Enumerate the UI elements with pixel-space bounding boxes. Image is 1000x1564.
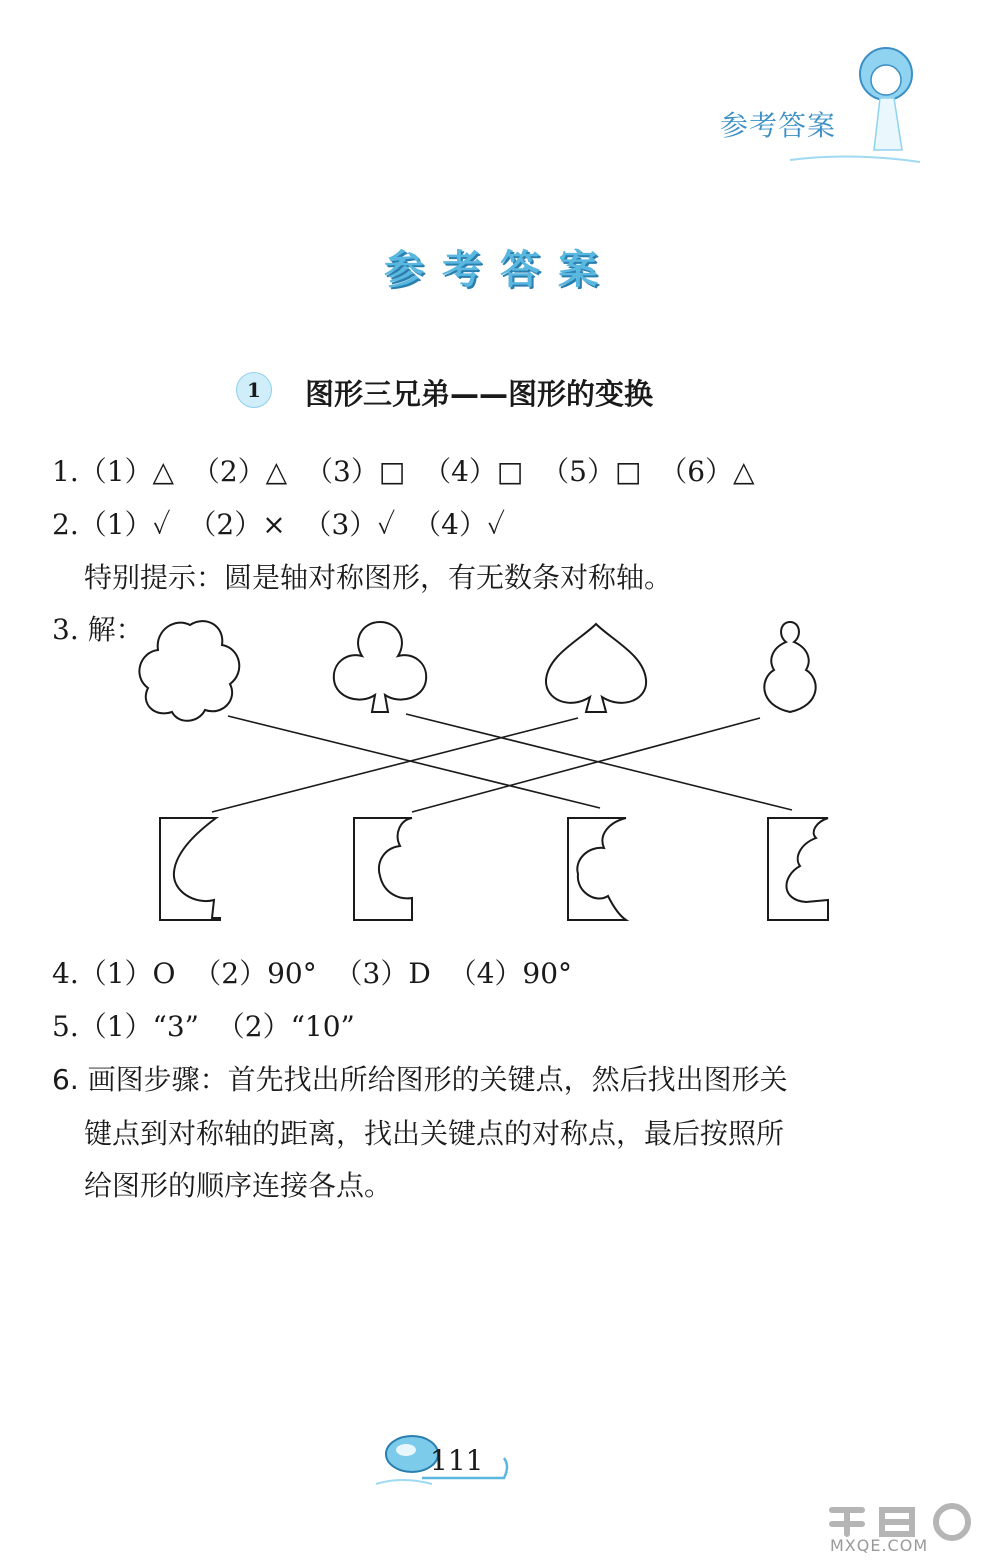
page-number: 111	[430, 1444, 484, 1477]
header-tag: 参考答案	[720, 109, 837, 142]
answer-4: 4.（1）O （2）90° （3）D （4）90°	[52, 957, 573, 990]
flower-shape	[139, 621, 239, 721]
answer-2: 2.（1）✓ （2）× （3）✓ （4）✓	[52, 508, 506, 541]
gourd-shape	[764, 622, 815, 712]
answer-6-line-3: 给图形的顺序连接各点。	[84, 1169, 393, 1202]
answer-6-line-1: 6. 画图步骤：首先找出所给图形的关键点，然后找出图形关	[52, 1063, 788, 1096]
answer-6-line-2: 键点到对称轴的距离，找出关键点的对称点，最后按照所	[84, 1117, 785, 1150]
answer-5: 5.（1）“3” （2）“10”	[52, 1010, 355, 1043]
answer-1: 1.（1）△ （2）△ （3）□ （4）□ （5）□ （6）△	[52, 455, 755, 488]
half-spade-shape	[160, 818, 220, 920]
section-title: 图形三兄弟——图形的变换	[305, 377, 654, 411]
club-shape	[334, 622, 426, 712]
half-flower-shape	[568, 818, 626, 920]
half-gourd-shape	[768, 818, 828, 920]
spade-shape	[546, 624, 646, 712]
answer-2-note: 特别提示：圆是轴对称图形，有无数条对称轴。	[84, 561, 673, 594]
watermark-url: MXQE.COM	[830, 1536, 929, 1555]
page-title: 参考答案	[384, 247, 616, 293]
answer-3-label: 3. 解：	[52, 613, 144, 646]
half-club-shape	[354, 818, 412, 920]
match-line	[412, 718, 760, 812]
section-number-badge: 1	[236, 372, 272, 408]
match-line	[212, 718, 578, 812]
